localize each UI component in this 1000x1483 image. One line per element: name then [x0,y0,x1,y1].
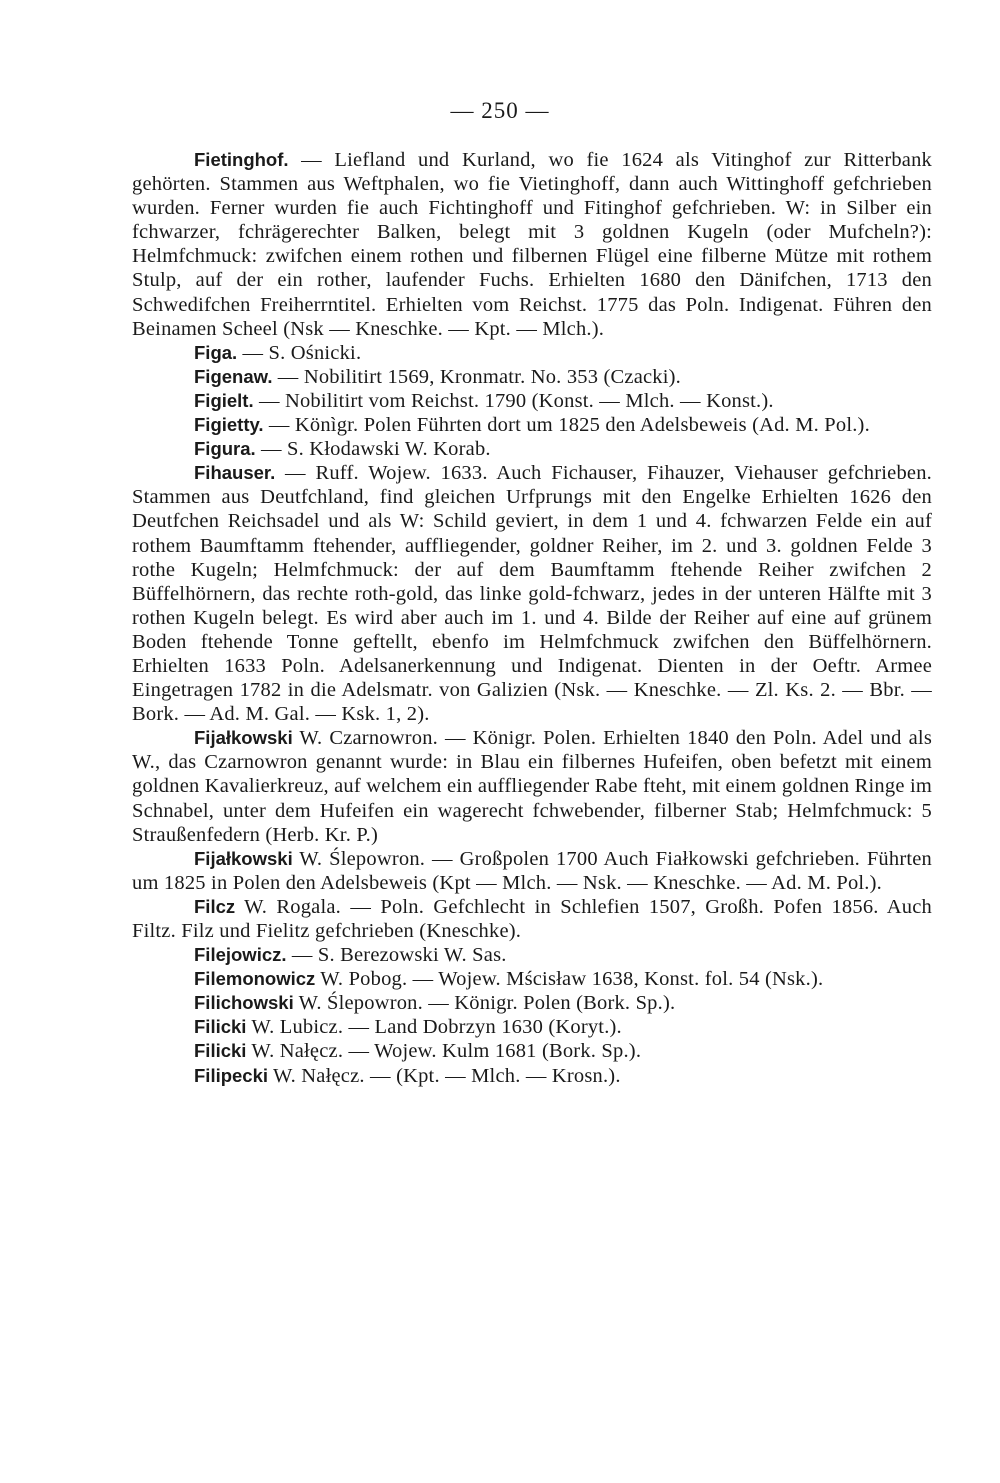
entry-text: — Könìgr. Polen Führten dort um 1825 den Adelsbeweis (Ad. M. Pol.). [263,414,870,437]
entry-headword: Figielt. [194,389,254,411]
entry-text: — S. Berezowski W. Sas. [286,944,507,967]
entry-text: W. Pobog. — Wojew. Mścisław 1638, Konst. fol. 54 (Nsk.). [315,968,824,991]
page-number: — 250 — [450,98,550,123]
entry-figietty [132,413,932,437]
entry-fijalkowski-slepowron [132,847,932,895]
entry-text: W. Lubicz. — Land Dobrzyn 1630 (Koryt.). [246,1016,622,1039]
entry-text: — S. Ośnicki. [237,341,362,364]
entry-text: W. Czarnowron. — Königr. Polen. Erhielten 1840 den Poln. Adel und als W., das Czarnowron genannt wurde: in Blau ein filbernes Hufeifen, oben befetzt mit einem goldnen Kavalierkreuz, auf welchem ein auffliegender Rabe fteht, mit einem goldnen Ringe im Schnabel, unter dem Hufeifen ein wagerecht fchwebender, filberner Stab; Helmfchmuck: 5 Straußenfedern (Herb. Kr. P.) [132,727,932,846]
entry-filicki-lubicz [132,1015,932,1039]
entry-figura [132,437,932,461]
entry-headword: Filejowicz. [194,944,287,966]
entry-headword: Filipecki [194,1064,269,1086]
entry-figenaw [132,365,932,389]
entry-filichowski [132,991,932,1015]
entry-text: W. Nałęcz. — Wojew. Kulm 1681 (Bork. Sp.). [246,1040,642,1063]
entry-filcz [132,895,932,943]
entry-headword: Filemonowicz [194,968,316,990]
entry-headword: Fijałkowski [194,727,293,749]
entry-fietinghof [132,148,932,341]
entry-headword: Figura. [194,438,256,460]
entry-text: W. Ślepowron. — Großpolen 1700 Auch Fiałkowski gefchrieben. Führten um 1825 in Polen den Adelsbeweis (Kpt — Mlch. — Nsk. — Kneschke. — Ad. M. Pol.). [132,847,932,894]
entry-headword: Figietty. [194,414,264,436]
entry-figa [132,341,932,365]
entry-filipecki [132,1064,932,1088]
entry-filejowicz [132,943,932,967]
entry-headword: Figenaw. [194,365,273,387]
entry-text: — Ruff. Wojew. 1633. Auch Fichauser, Fihauzer, Viehauser gefchrieben. Stammen aus Deutfchland, find gleichen Urfprungs mit den Engelke Erhielten 1626 den Deutfchen Reichsadel und als W: Schild geviert, in dem 1 und 4. fchwarzen Felde ein auf rothem Baumftamm ftehender, auffliegender, goldner Reiher, im 2. und 3. goldnen Felde 3 rothe Kugeln; Helmfchmuck: der auf dem Baumftamm ftehende Reiher zwifchen 2 Büffelhörnern, das rechte roth-gold, das linke gold-fchwarz, jedes in der unteren Hälfte mit 3 rothen Kugeln belegt. Es wird aber auch im 1. und 4. Bilde der Reiher auf eine auf grünem Boden ftehende Tonne geftellt, ebenfo im Helmfchmuck zwifchen den Büffelhörnern. Erhielten 1633 Poln. Adelsanerkennung und Indigenat. Dienten in der Oeftr. Armee Eingetragen 1782 in die Adelsmatr. von Galizien (Nsk. — Kneschke. — Zl. Ks. 2. — Bbr. — Bork. — Ad. M. Gal. — Ksk. 1, 2). [132,462,932,726]
entry-headword: Fijałkowski [194,847,293,869]
entry-headword: Filichowski [194,992,294,1014]
entry-fijalkowski-czarnowron [132,726,932,846]
entry-text: — Nobilitirt vom Reichst. 1790 (Konst. — Mlch. — Konst.). [253,389,774,412]
entry-text: W. Nałęcz. — (Kpt. — Mlch. — Krosn.). [268,1064,621,1087]
entry-headword: Figa. [194,341,238,363]
entry-headword: Filcz [194,895,236,917]
entry-text: W. Ślepowron. — Königr. Polen (Bork. Sp.). [293,992,676,1015]
entry-text: — S. Kłodawski W. Korab. [255,438,491,461]
entry-fihauser [132,461,932,726]
entry-filicki-nalecz [132,1039,932,1063]
entry-list [132,148,932,1088]
entry-headword: Filicki [194,1016,247,1038]
entry-headword: Fihauser. [194,462,276,484]
entry-text: — Liefland und Kurland, wo fie 1624 als Vitinghof zur Ritterbank gehörten. Stammen aus Weftphalen, wo fie Vietinghoff, dann auch Wittinghoff gefchrieben wurden. Ferner wurden fie auch Fichtinghoff und Fitinghof gefchrieben. W: in Silber ein fchwarzer, fchrägerechter Balken, belegt mit 3 goldnen Kugeln (oder Mufcheln?): Helmfchmuck: zwifchen einem rothen und filbernen Flügel eine filberne Mütze mit rothem Stulp, auf der ein rother, laufender Fuchs. Erhielten 1680 den Dänifchen, 1713 den Schwedifchen Freiherrntitel. Erhielten vom Reichst. 1775 das Poln. Indigenat. Führen den Beinamen Scheel (Nsk — Kneschke. — Kpt. — Mlch.). [132,149,932,340]
entry-headword: Fietinghof. [194,149,289,170]
entry-filemonowicz [132,967,932,991]
entry-headword: Filicki [194,1040,247,1062]
entry-text: — Nobilitirt 1569, Kronmatr. No. 353 (Czacki). [272,365,681,388]
entry-text: W. Rogala. — Poln. Gefchlecht in Schlefien 1507, Großh. Pofen 1856. Auch Filtz. Filz und Fielitz gefchrieben (Kneschke). [132,895,932,942]
entry-figielt [132,389,932,413]
